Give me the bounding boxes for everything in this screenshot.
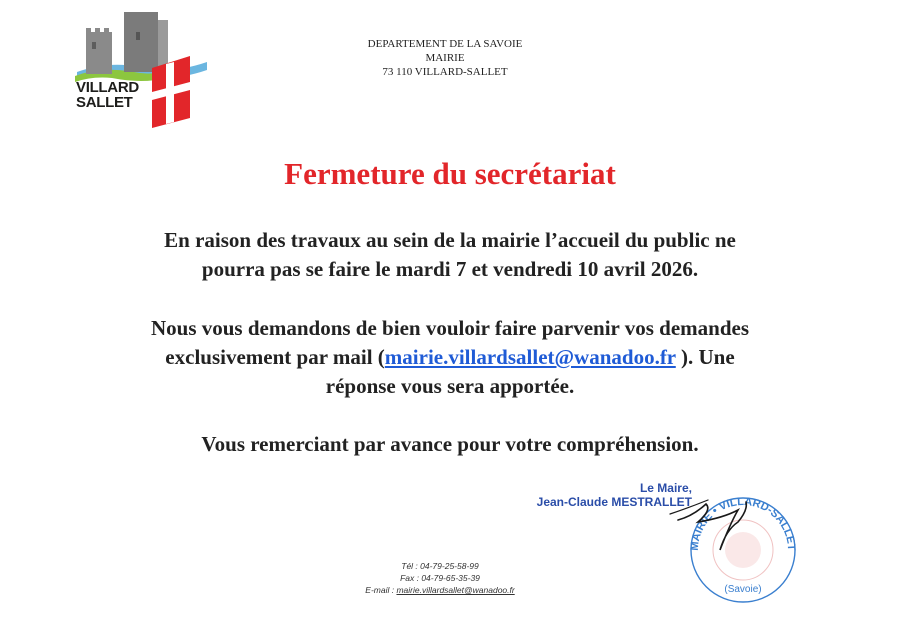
mairie-stamp — [668, 480, 818, 610]
logo-text-sallet: SALLET — [76, 94, 133, 111]
header-department: DEPARTEMENT DE LA SAVOIE — [367, 38, 523, 50]
contact-email-link[interactable]: mairie.villardsallet@wanadoo.fr — [396, 585, 515, 595]
paragraph-line: réponse vous sera apportée. — [325, 374, 575, 398]
stamp-bottom-text: (Savoie) — [724, 584, 762, 595]
email-prefix: exclusivement par mail ( — [165, 345, 385, 369]
signature-name: Jean-Claude MESTRALLET — [536, 495, 692, 509]
paragraph-line-email — [60, 343, 840, 372]
contact-email-label: E-mail : — [365, 585, 397, 595]
paragraph-email-request — [60, 314, 840, 401]
logo-text-villard: VILLARD — [76, 79, 139, 96]
contact-fax: Fax : 04-79-65-35-39 — [400, 573, 480, 583]
paragraph-closure-notice — [60, 226, 840, 284]
paragraph-line: pourra pas se faire le mardi 7 et vendredi 10 avril 2026. — [201, 257, 699, 281]
letterhead — [325, 37, 565, 79]
contact-phone: Tél : 04-79-25-58-99 — [401, 561, 479, 571]
email-suffix: ). Une — [675, 345, 735, 369]
paragraph-thanks: Vous remerciant par avance pour votre compréhension. — [201, 432, 699, 456]
header-mairie: MAIRIE — [425, 52, 465, 64]
contact-email-line — [340, 584, 540, 596]
castle-logo-icon — [72, 10, 207, 130]
signature-block — [512, 481, 692, 509]
paragraph-line: En raison des travaux au sein de la mairie l’accueil du public ne — [164, 228, 736, 252]
contact-footer — [340, 560, 540, 596]
signature-role: Le Maire, — [639, 481, 692, 495]
header-address: 73 110 VILLARD-SALLET — [382, 66, 508, 78]
paragraph-line: Nous vous demandons de bien vouloir faire parvenir vos demandes — [150, 316, 749, 340]
stamp-top-text: MAIRIE • VILLARD-SALLET — [688, 495, 798, 552]
email-link[interactable]: mairie.villardsallet@wanadoo.fr — [384, 345, 676, 369]
villard-sallet-logo — [72, 10, 207, 130]
page-title: Fermeture du secrétariat — [284, 156, 616, 191]
